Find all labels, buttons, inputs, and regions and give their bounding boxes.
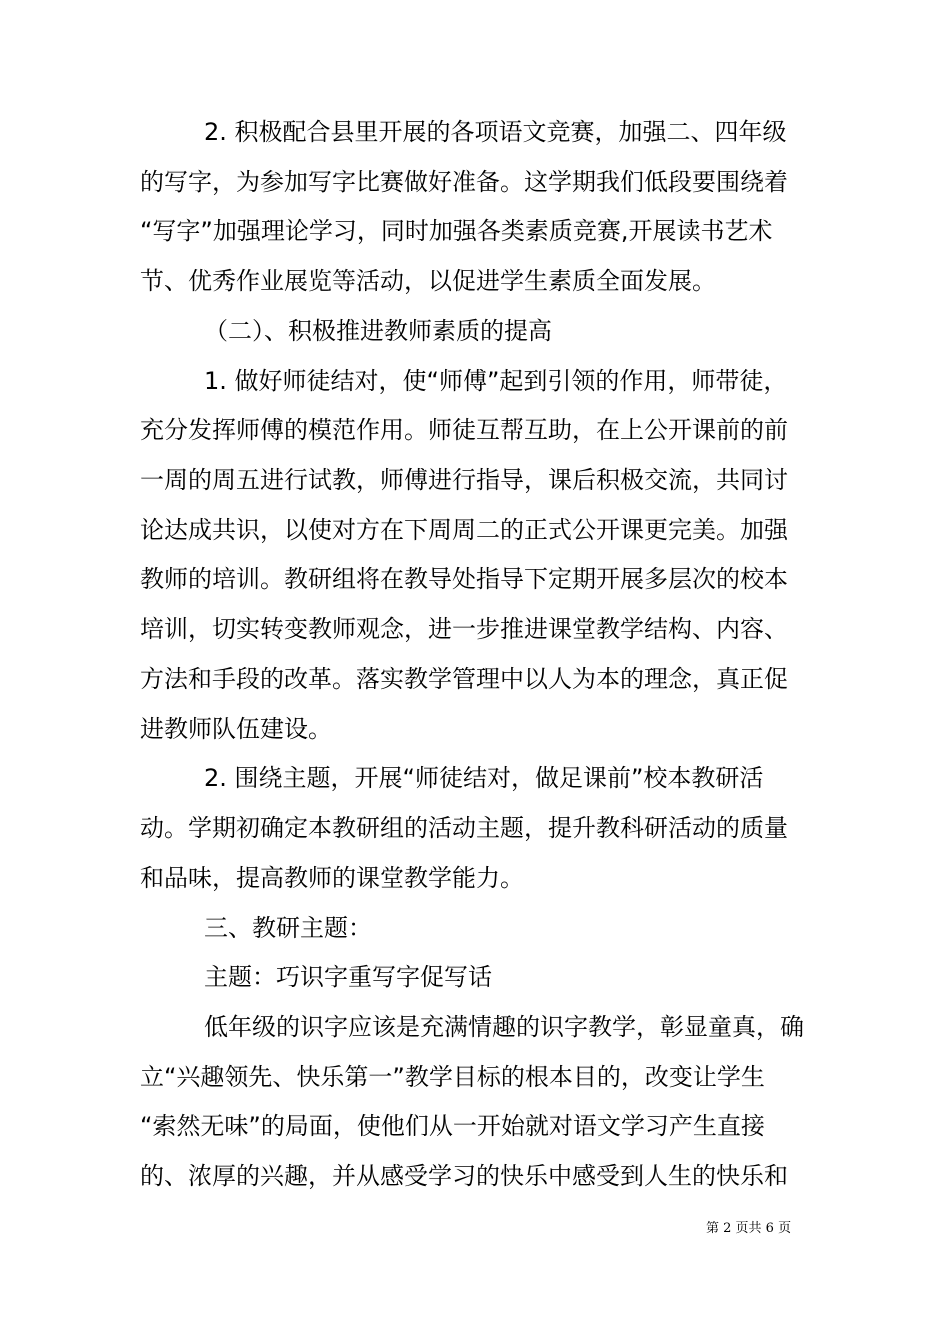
text-line: 节、优秀作业展览等活动，以促进学生素质全面发展。 [140, 267, 716, 295]
text-line: 方法和手段的改革。落实教学管理中以人为本的理念，真正促 [140, 665, 788, 693]
text-line: 进教师队伍建设。 [140, 715, 332, 743]
text-line: 一周的周五进行试教，师傅进行指导，课后积极交流，共同讨 [140, 466, 788, 494]
text-line: “写字”加强理论学习，同时加强各类素质竞赛,开展读书艺术 [140, 217, 773, 245]
text-line: 和品味，提高教师的课堂教学能力。 [140, 864, 524, 892]
text-line: 立“兴趣领先、快乐第一”教学目标的根本目的，改变让学生 [140, 1063, 765, 1091]
text-line: 动。学期初确定本教研组的活动主题，提升教科研活动的质量 [140, 814, 788, 842]
text-line: 1. 做好师徒结对，使“师傅”起到引领的作用，师带徒， [204, 367, 788, 395]
text-line: 低年级的识字应该是充满情趣的识字教学，彰显童真，确 [204, 1013, 804, 1041]
section-heading: （二）、积极推进教师素质的提高 [204, 317, 552, 345]
text-line: 培训，切实转变教师观念，进一步推进课堂教学结构、内容、 [140, 615, 788, 643]
text-line: 的、浓厚的兴趣，并从感受学习的快乐中感受到人生的快乐和 [140, 1162, 788, 1190]
text-line: 论达成共识，以使对方在下周周二的正式公开课更完美。加强 [140, 516, 788, 544]
topic-line: 主题：巧识字重写字促写话 [204, 963, 492, 991]
section-heading: 三、教研主题： [204, 914, 372, 942]
page-number: 第 2 页共 6 页 [706, 1221, 792, 1236]
text-line: 2. 围绕主题，开展“师徒结对，做足课前”校本教研活 [204, 764, 764, 792]
text-line: “索然无味”的局面，使他们从一开始就对语文学习产生直接 [140, 1112, 765, 1140]
text-line: 2. 积极配合县里开展的各项语文竞赛，加强二、四年级 [204, 118, 787, 146]
text-line: 教师的培训。教研组将在教导处指导下定期开展多层次的校本 [140, 565, 788, 593]
text-line: 充分发挥师傅的模范作用。师徒互帮互助，在上公开课前的前 [140, 416, 788, 444]
text-line: 的写字，为参加写字比赛做好准备。这学期我们低段要围绕着 [140, 168, 788, 196]
